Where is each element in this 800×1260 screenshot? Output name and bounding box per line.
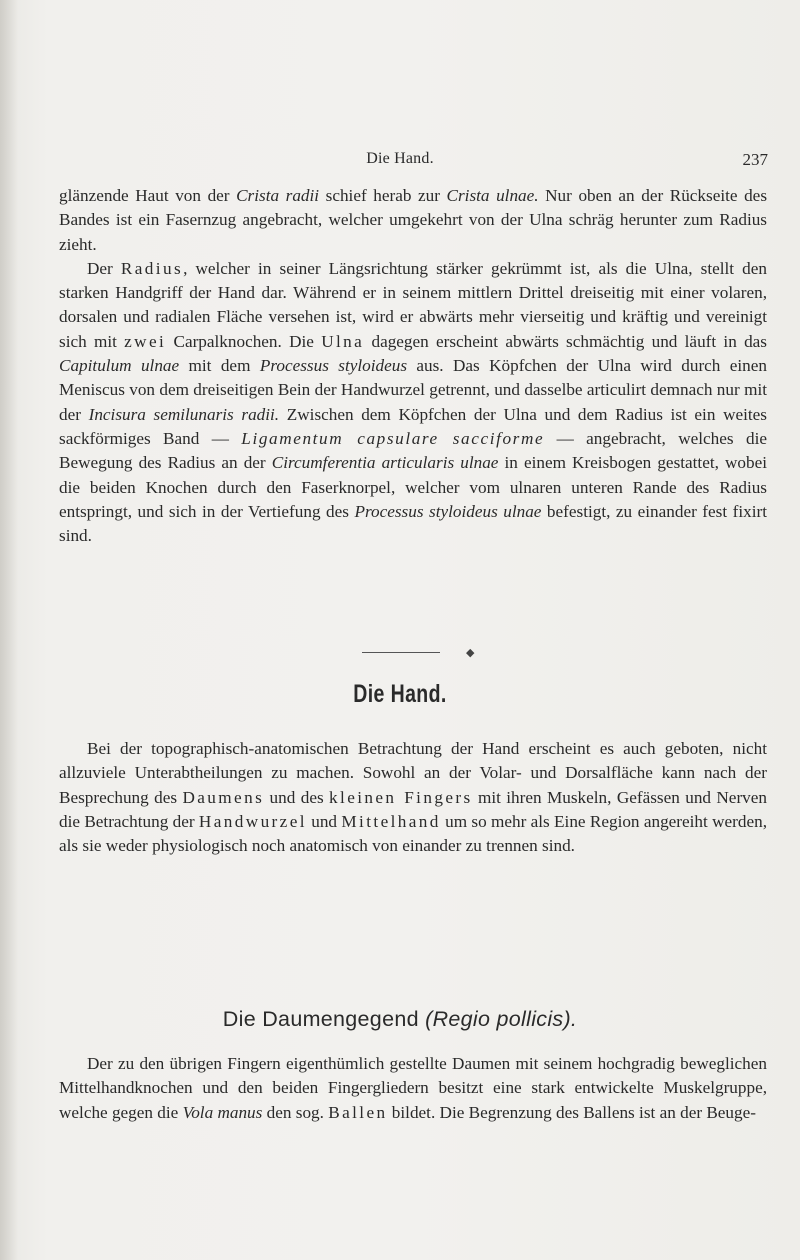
text-run: Nur oben an der Rückseite des Bandes ist ein Fasernzug angebracht, welcher umgekehrt von der Ulna schräg herunter zum Radius zieht. <box>59 186 768 254</box>
text-run: Carpalknochen. Die <box>166 331 322 351</box>
spaced-term: Radius <box>120 258 184 278</box>
text-run: aus. Das Köpfchen der Ulna wird durch einen Meniscus von dem dreiseitigen Bein der Handwurzel getrennt, und dasselbe articulirt demnach nur mit der <box>59 356 768 424</box>
text-run: — angebracht, welches die Bewegung des Radius an der <box>59 428 767 473</box>
spaced-term: Daumens <box>182 787 265 807</box>
running-title: Die Hand. <box>366 150 434 167</box>
italic-term: Circumferentia articularis ulnae <box>271 453 499 473</box>
paragraph-hand-intro <box>59 737 767 858</box>
diamond-ornament-icon: ◆ <box>466 647 475 659</box>
text-run: , welcher in seiner Längsrichtung stärker gekrümmt ist, als die Ulna, stellt den starken Handgriff der Hand dar. Während er in seinem mittlern Drittel dreiseitig mit einer volaren, dorsalen und radialen Fläche versehen ist, wird er abwärts mehr vierseitig und kräftig und vereinigt sich mit <box>59 258 768 351</box>
text-run: um so mehr als Eine Region angereiht werden, als sie weder physiologisch noch anatomisch von einander zu trennen sind. <box>59 811 767 856</box>
text-block-top <box>59 184 767 548</box>
italic-term: Crista ulnae. <box>446 186 539 205</box>
spaced-term: kleinen Fingers <box>329 787 473 807</box>
page-edge-shadow <box>0 0 18 1260</box>
text-block-hand <box>59 737 767 858</box>
text-run: den sog. <box>262 1102 329 1122</box>
text-run: Zwischen dem Köpfchen der Ulna und dem Radius ist ein weites sackförmiges Band — <box>59 404 767 448</box>
italic-term: Processus styloideus ulnae <box>354 501 542 521</box>
italic-term: Crista radii <box>236 186 320 205</box>
paragraph-daumen <box>59 1052 767 1125</box>
spaced-term: Ulna <box>321 331 365 351</box>
text-run: schief herab zur <box>319 186 447 205</box>
spaced-term: Ballen <box>328 1102 388 1122</box>
italic-term: Capitulum ulnae <box>59 356 180 376</box>
italic-term: Vola manus <box>182 1102 263 1122</box>
text-run: in einem Kreisbogen gestattet, wobei die beiden Knochen durch den Faserknorpel, welcher vom ulnaren unteren Rande des Radius entspringt, und sich in der Vertiefung des <box>59 453 767 521</box>
text-run: Der zu den übrigen Fingern eigenthümlich gestellte Daumen mit seinem hochgradig beweglichen Mittelhandknochen und den beiden Fingergliedern besitzt eine stark entwickelte Muskelgruppe, welche gegen die <box>59 1054 767 1122</box>
text-run: und <box>306 811 342 831</box>
spaced-term: Handwurzel <box>198 811 307 831</box>
italic-term: Processus styloideus <box>259 356 408 376</box>
spaced-italic-term: Ligamentum capsulare sacciforme <box>241 428 545 448</box>
text-run: und des <box>264 787 330 807</box>
text-run: Der <box>87 258 121 278</box>
text-run: bildet. Die Begrenzung des Ballens ist an der Beuge- <box>387 1102 756 1122</box>
text-run: Bei der topographisch-anatomischen Betrachtung der Hand erscheint es auch geboten, nicht allzuviele Unterabtheilungen zu machen. Sowohl an der Volar- und Dorsalfläche kann nach der Besprechung des <box>59 739 767 807</box>
text-run: mit ihren Muskeln, Gefässen und Nerven die Betrachtung der <box>59 787 767 831</box>
section-heading-daumengegend <box>0 1007 800 1032</box>
text-block-daumen <box>59 1052 767 1125</box>
italic-term: Incisura semilunaris radii. <box>88 404 280 424</box>
text-run: befestigt, zu einander fest fixirt sind. <box>59 501 767 546</box>
spaced-term: Mittelhand <box>341 811 441 831</box>
paragraph-radius-ulna <box>59 257 767 549</box>
running-head <box>0 150 800 174</box>
spaced-term: zwei <box>124 331 167 351</box>
text-run: mit dem <box>179 356 260 376</box>
text-run: dagegen erscheint abwärts schmächtig und läuft in das <box>364 331 767 351</box>
heading-daumengegend-main: Die Daumengegend <box>222 1007 419 1031</box>
paragraph-crista <box>59 184 767 257</box>
text-run: glänzende Haut von der <box>59 186 237 205</box>
section-divider-line <box>362 652 440 653</box>
page-number: 237 <box>742 150 768 169</box>
section-heading-hand: Die Hand. <box>353 680 447 708</box>
heading-daumengegend-latin: (Regio pollicis). <box>425 1007 578 1031</box>
